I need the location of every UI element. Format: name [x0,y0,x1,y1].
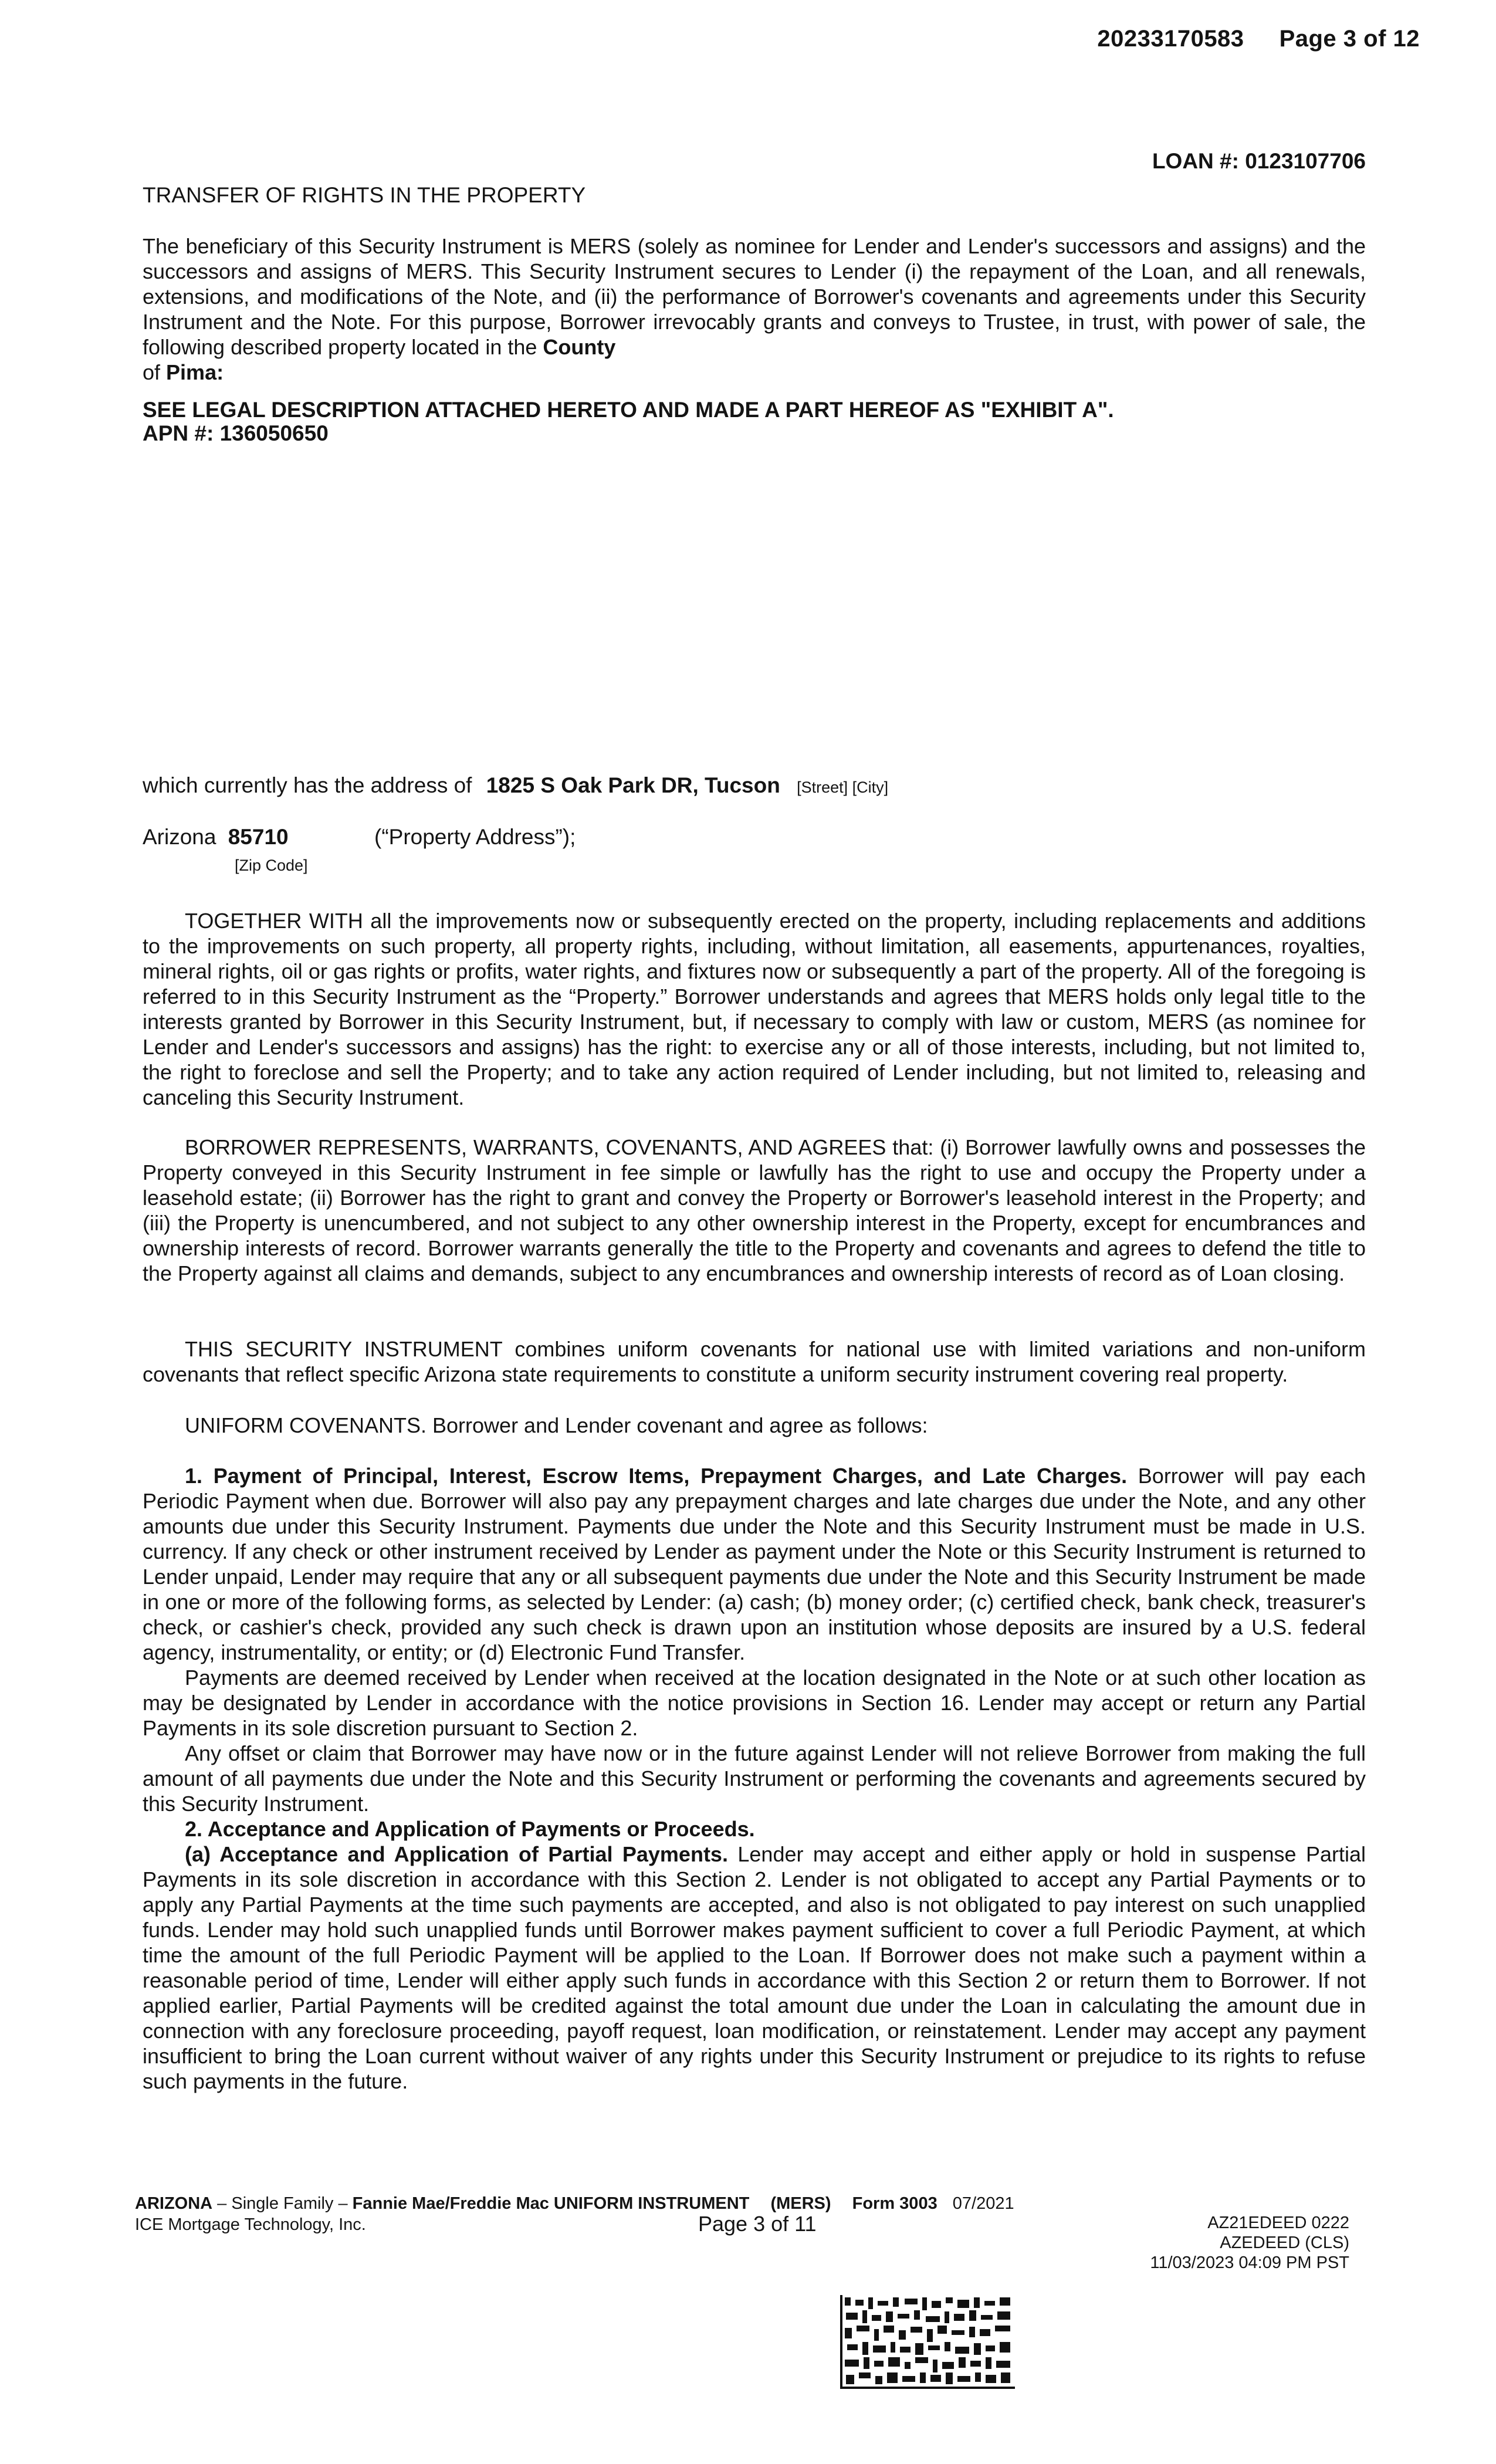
address-lead-text: which currently has the address of [143,773,472,797]
footer-form-mers: (MERS) [770,2194,831,2213]
apn-number: APN #: 136050650 [143,421,329,445]
section-1 [143,1463,1366,2094]
section-2-heading: 2. Acceptance and Application of Payments or Proceeds. [185,1817,755,1841]
street-city-labels: [Street] [City] [797,779,889,796]
payments-received-text: Payments are deemed received by Lender when received at the location designated in the Note or at such other location as may be designated by Lender in accordance with the notice provisions in Section 16. Lender may accept or return any Partial Payments in its sole discretion pursuant to Section 2. [143,1666,1366,1740]
footer-codes [1150,2213,1349,2273]
section-1-text: Borrower will pay each Periodic Payment when due. Borrower will also pay any prepayment charges and late charges due under the Note, and any other amounts due under this Security Instrument. Payments due under the Note and this Security Instrument must be made in U.S. currency. If any check or other instrument received by Lender as payment under the Note or this Security Instrument is returned to Lender unpaid, Lender may require that any or all subsequent payments due under the Note and this Security Instrument be made in one or more of the following forms, as selected by Lender: (a) cash; (b) money order; (c) certified check, bank check, treasurer's check, or cashier's check, provided any such check is drawn upon an institution whose deposits are insured by a U.S. federal agency, instrumentality, or entity; or (d) Electronic Fund Transfer. [143,1464,1366,1664]
borrower-paragraph [143,1135,1366,1286]
zip-code-label: [Zip Code] [235,857,308,874]
of-word: of [143,360,161,384]
footer-timestamp: 11/03/2023 04:09 PM PST [1150,2253,1349,2272]
this-instrument-paragraph [143,1336,1366,1387]
this-instrument-text: THIS SECURITY INSTRUMENT combines uniform covenants for national use with limited variations and non-uniform covenants that reflect specific Arizona state requirements to constitute a uniform security instrument covering real property. [143,1337,1366,1386]
legal-description: SEE LEGAL DESCRIPTION ATTACHED HERETO AND MADE A PART HEREOF AS "EXHIBIT A". [143,398,1114,422]
county-name: Pima: [166,360,224,384]
loan-number: LOAN #: 0123107706 [1152,149,1366,173]
together-paragraph [143,908,1366,1110]
transfer-paragraph [143,233,1366,385]
borrower-text: BORROWER REPRESENTS, WARRANTS, COVENANTS, AND AGREES that: (i) Borrower lawfully owns and possesses the Property conveyed in this Security Instrument in fee simple or lawfully has the right to use and occupy the Property under a leasehold estate; (ii) Borrower has the right to grant and convey the Property or Borrower's leasehold interest in the Property; and (iii) the Property is unencumbered, and not subject to any other ownership interest in the Property, except for encumbrances and ownership interests of record. Borrower warrants generally the title to the Property and covenants and agrees to defend the title to the Property against all claims and demands, subject to any encumbrances and ownership interests of record as of Loan closing. [143,1135,1366,1285]
footer-form-number: Form 3003 [852,2194,937,2213]
section-title: TRANSFER OF RIGHTS IN THE PROPERTY [143,183,586,207]
uniform-covenants-paragraph [143,1413,1366,1438]
state: Arizona [143,825,216,849]
footer-code-1: AZ21EDEED 0222 [1207,2213,1349,2232]
state-zip-line [143,825,576,849]
footer-form-info [135,2193,1014,2235]
footer-page-number: Page 3 of 11 [698,2212,817,2236]
section-2a-text: Lender may accept and either apply or hold in suspense Partial Payments in its sole discretion in accordance with this Section 2. Lender is not obligated to accept any Partial Payments or to apply any Partial Payments at the time such payments are accepted, and also is not obligated to pay interest on such unapplied funds. Lender may hold such unapplied funds until Borrower makes payment sufficient to cover a full Periodic Payment, at which time the amount of the full Periodic Payment will be applied to the Loan. If Borrower does not make such a payment within a reasonable period of time, Lender will either apply such funds in accordance with this Section 2 or return them to Borrower. If not applied earlier, Partial Payments will be credited against the total amount due under the Loan in calculating the amount due in connection with any foreclosure proceeding, payoff request, loan modification, or reinstatement. Lender may accept any payment insufficient to bring the Loan current without waiver of any rights under this Security Instrument or prejudice to its rights to refuse such payments in the future. [143,1842,1366,2093]
section-1-heading: 1. Payment of Principal, Interest, Escrow Items, Prepayment Charges, and Late Charges. [185,1464,1128,1488]
recording-page-label: Page 3 of 12 [1279,26,1420,52]
barcode-2d [840,2295,1015,2389]
property-address-label: (“Property Address”); [374,825,576,849]
zip-code: 85710 [228,825,289,849]
county-word: County [543,335,616,359]
uniform-covenants-text: UNIFORM COVENANTS. Borrower and Lender covenant and agree as follows: [185,1413,928,1437]
together-text: TOGETHER WITH all the improvements now or subsequently erected on the property, including replacements and additions to the improvements on such property, all property rights, including, without limitation, all easements, appurtenances, royalties, mineral rights, oil or gas rights or profits, water rights, and fixtures now or subsequently a part of the property. All of the foregoing is referred to in this Security Instrument as the “Property.” Borrower understands and agrees that MERS holds only legal title to the interests granted by Borrower in this Security Instrument, but, if necessary to comply with law or custom, MERS (as nominee for Lender and Lender's successors and assigns) has the right: to exercise any or all of those interests, including, but not limited to, the right to foreclose and sell the Property; and to take any action required of Lender including, but not limited to, releasing and canceling this Security Instrument. [143,909,1366,1109]
street-city: 1825 S Oak Park DR, Tucson [486,773,780,797]
property-address-line [143,773,888,798]
footer-company: ICE Mortgage Technology, Inc. [135,2215,366,2234]
recording-stamp [1097,26,1420,52]
footer-form-date: 07/2021 [952,2194,1014,2213]
footer-form-name: Fannie Mae/Freddie Mac UNIFORM INSTRUMENT [352,2194,750,2213]
document-number: 20233170583 [1097,26,1244,52]
footer-code-2: AZEDEED (CLS) [1220,2233,1349,2252]
transfer-intro-text: The beneficiary of this Security Instrument is MERS (solely as nominee for Lender and Lender's successors and assigns) and the successors and assigns of MERS. This Security Instrument secures to Lender (i) the repayment of the Loan, and all renewals, extensions, and modifications of the Note, and (ii) the performance of Borrower's covenants and agreements under this Security Instrument and the Note. For this purpose, Borrower irrevocably grants and conveys to Trustee, in trust, with power of sale, the following described property located in the [143,234,1366,359]
offset-text: Any offset or claim that Borrower may have now or in the future against Lender will not relieve Borrower from making the full amount of all payments due under the Note and this Security Instrument or performing the covenants and agreements secured by this Security Instrument. [143,1741,1366,1816]
footer-form-desc: – Single Family – [212,2194,353,2213]
section-2a-heading: (a) Acceptance and Application of Partial Payments. [185,1842,728,1866]
footer-form-state: ARIZONA [135,2194,213,2213]
